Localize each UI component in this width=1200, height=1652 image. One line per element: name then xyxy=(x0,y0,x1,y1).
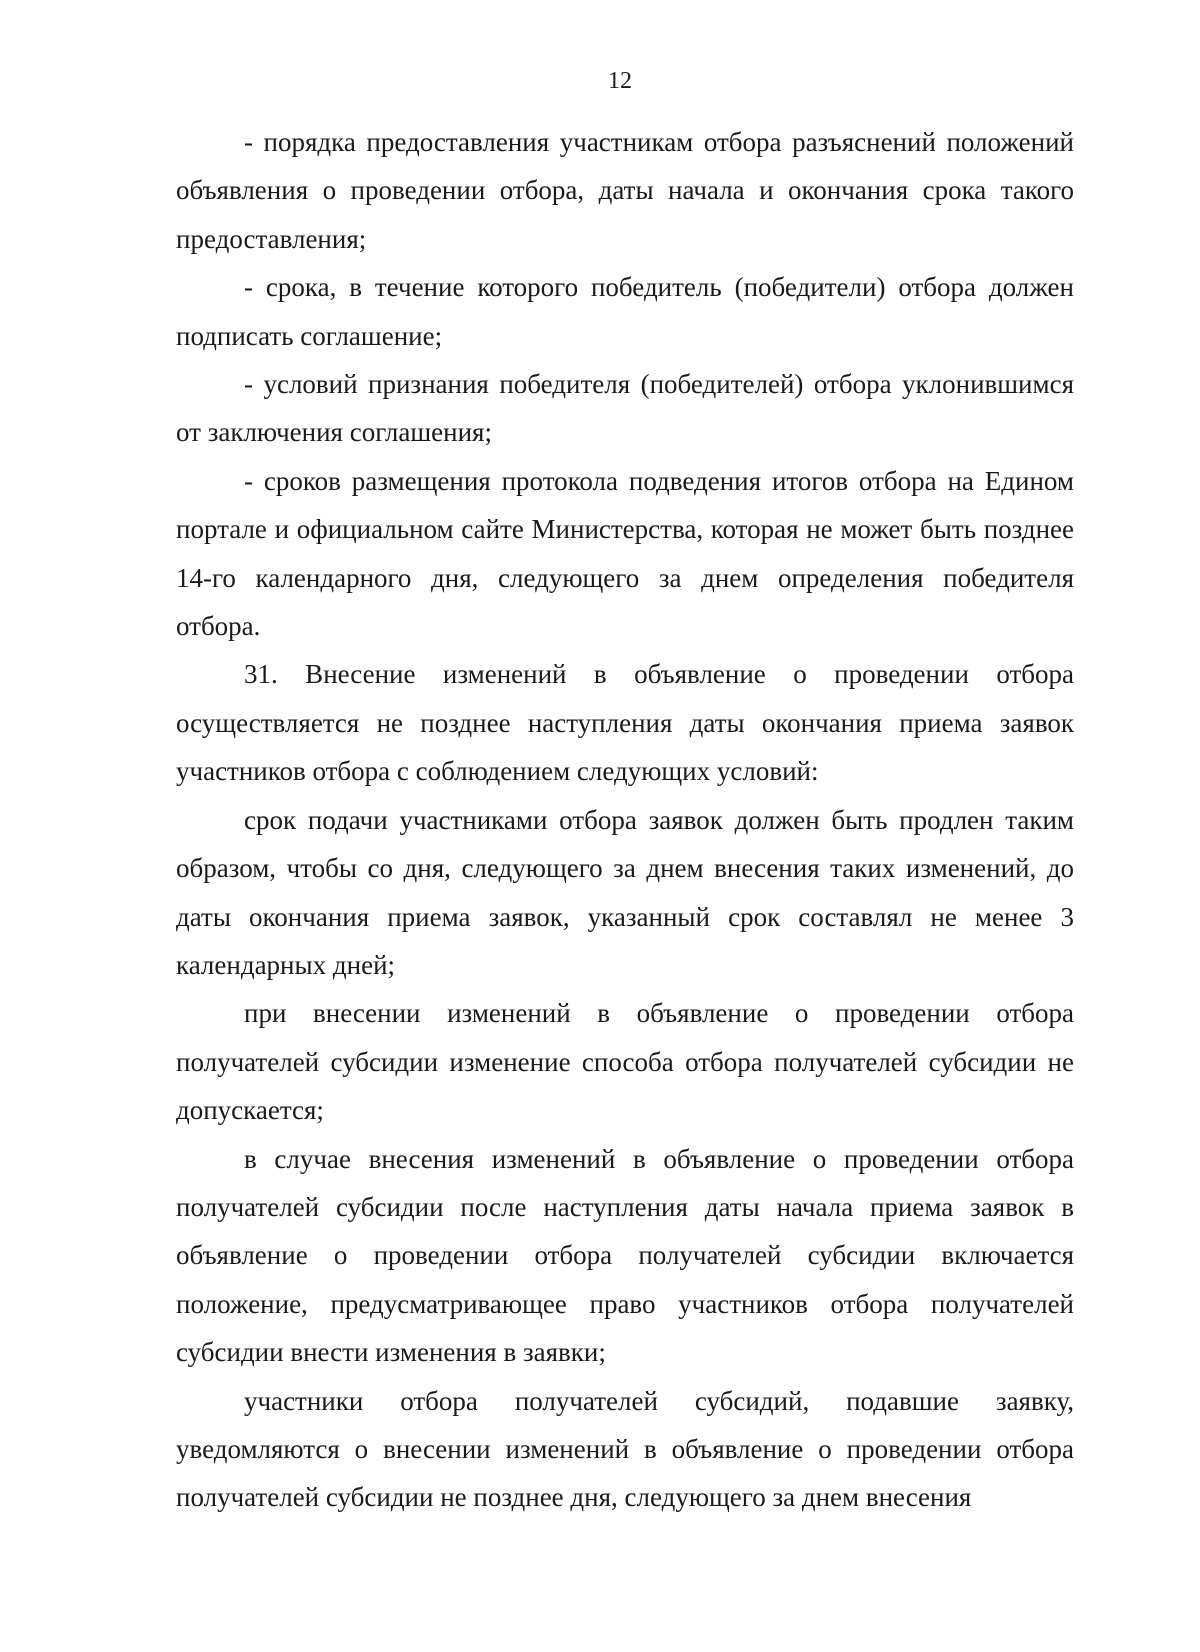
paragraph-method-change-prohibited: при внесении изменений в объявление о проведении отбора получателей субсидии изменение способа отбора получателей субсидии не допускается; xyxy=(176,998,1074,1126)
paragraph-deadline-extension: срок подачи участниками отбора заявок должен быть продлен таким образом, чтобы со дня, следующего за днем внесения таких изменений, до даты окончания приема заявок, указанный срок составлял не менее 3 календарных дней; xyxy=(176,804,1074,980)
paragraph-31-amendments: 31. Внесение изменений в объявление о проведении отбора осуществляется не позднее наступления даты окончания приема заявок участников отбора с соблюдением следующих условий: xyxy=(176,659,1074,787)
paragraph-right-to-amend-applications: в случае внесения изменений в объявление о проведении отбора получателей субсидии после наступления даты начала приема заявок в объявление о проведении отбора получателей субсидии включается положение, предусматривающее право участников отбора получателей субсидии внести изменения в заявки; xyxy=(176,1143,1074,1368)
document-body xyxy=(176,118,1074,1522)
page-number: 12 xyxy=(608,68,632,94)
paragraph-winner-evasion-conditions: - условий признания победителя (победителей) отбора уклонившимся от заключения соглашения; xyxy=(176,369,1074,448)
paragraph-agreement-signing-term: - срока, в течение которого победитель (победители) отбора должен подписать соглашение; xyxy=(176,272,1074,351)
paragraph-clarifications-procedure: - порядка предоставления участникам отбора разъяснений положений объявления о проведении отбора, даты начала и окончания срока такого предоставления; xyxy=(176,127,1074,254)
paragraph-participant-notification: участники отбора получателей субсидий, подавшие заявку, уведомляются о внесении изменений в объявление о проведении отбора получателей субсидии не позднее дня, следующего за днем внесения xyxy=(176,1385,1074,1513)
paragraph-protocol-publication-terms: - сроков размещения протокола подведения итогов отбора на Едином портале и официальном сайте Министерства, которая не может быть позднее 14-го календарного дня, следующего за днем определения победителя отбора. xyxy=(176,465,1074,642)
